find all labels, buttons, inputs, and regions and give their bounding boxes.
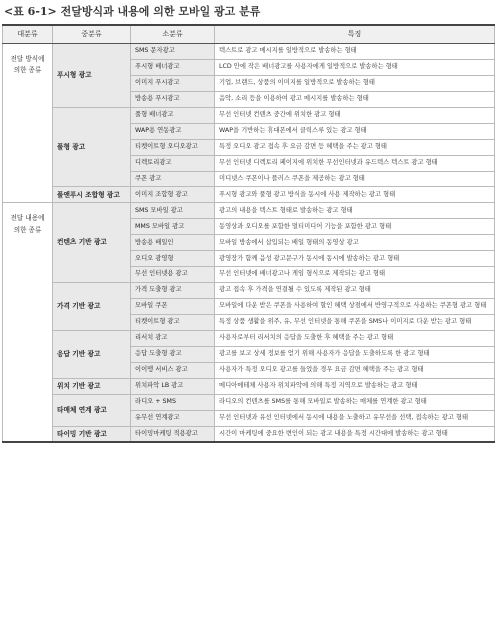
header-row (3, 25, 495, 44)
major-category-cell: 전달 방식에 의한 종류 (3, 44, 53, 203)
minor-category-cell: 이이맹 서비스 광고 (131, 362, 215, 378)
major-category-cell: 전달 내용에 의한 종류 (3, 203, 53, 443)
feature-description-cell: 광고 접속 후 가격을 연결될 수 있도록 제작된 광고 형태 (215, 283, 495, 299)
table-row (3, 203, 495, 219)
table-row (3, 426, 495, 442)
minor-category-cell: 푸시형 배너광고 (131, 59, 215, 75)
feature-description-cell: 모바일에 다운 받은 쿠폰을 사용하여 할인 혜택 상점에서 반영구적으로 사용하는 쿠폰형 광고 형태 (215, 299, 495, 315)
minor-category-cell: 티켓이트형 광고 (131, 314, 215, 330)
feature-description-cell: 라디오의 컨텐츠를 SMS를 통해 모바일로 발송하는 매체를 연계한 광고 형태 (215, 394, 495, 410)
minor-category-cell: 리서치 광고 (131, 330, 215, 346)
feature-description-cell: 메디아메테체 사용자 위치파악에 의해 특정 지역으로 발송하는 광고 형태 (215, 378, 495, 394)
table-caption: <표 6-1> 전달방식과 내용에 의한 모바일 광고 분류 (4, 5, 261, 18)
minor-category-cell: 유무선 연계광고 (131, 410, 215, 426)
feature-description-cell: 무선 인터넷에 배너광고나 게임 형식으로 제작되는 광고 형태 (215, 267, 495, 283)
minor-category-cell: 티켓이트형 오디오광고 (131, 139, 215, 155)
minor-category-cell: 오디오 광영형 (131, 251, 215, 267)
feature-description-cell: LCD 안에 작은 배너광고를 사용자에게 일방적으로 발송하는 형태 (215, 59, 495, 75)
minor-category-cell: 라디오 + SMS (131, 394, 215, 410)
feature-description-cell: 동영상과 오디오를 포함한 멀티미디어 기능을 포함한 광고 형태 (215, 219, 495, 235)
table-row (3, 378, 495, 394)
minor-category-cell: 풀형 배너광고 (131, 107, 215, 123)
feature-description-cell: WAP을 기반하는 휴대폰에서 클릭스루 있는 광고 형태 (215, 123, 495, 139)
mid-category-cell: 응답 기반 광고 (53, 330, 131, 378)
mid-category-cell: 푸시형 광고 (53, 44, 131, 108)
mid-category-cell: 가격 기반 광고 (53, 283, 131, 331)
mid-category-cell: 위치 기반 광고 (53, 378, 131, 394)
table-row (3, 283, 495, 299)
feature-description-cell: 텍스트로 광고 메시지를 일방적으로 발송하는 형태 (215, 44, 495, 60)
table-row (3, 44, 495, 60)
classification-table (2, 24, 495, 443)
minor-category-cell: 쿠폰 광고 (131, 171, 215, 187)
feature-description-cell: 모바일 방송에서 삽입되는 배일 형태의 동영상 광고 (215, 235, 495, 251)
minor-category-cell: 방송용 배일인 (131, 235, 215, 251)
feature-description-cell: 광영장가 함께 음성 광고문구가 동시에 동시에 발송하는 광고 형태 (215, 251, 495, 267)
minor-category-cell: 모바일 쿠폰 (131, 299, 215, 315)
mid-category-cell: 풀형 광고 (53, 107, 131, 187)
minor-category-cell: SMS 모바일 광고 (131, 203, 215, 219)
minor-category-cell: 디렉토리광고 (131, 155, 215, 171)
feature-description-cell: 무선 인터넷과 유선 인터넷에서 동시에 내용을 노출하고 유무선을 선택, 접속하는 광고 형태 (215, 410, 495, 426)
minor-category-cell: SMS 문자광고 (131, 44, 215, 60)
table-row (3, 394, 495, 410)
feature-description-cell: 사용자로부터 리서치의 응답을 도출한 후 혜택을 주는 광고 형태 (215, 330, 495, 346)
minor-category-cell: MMS 모바일 광고 (131, 219, 215, 235)
minor-category-cell: 타이밍마케팅 적용광고 (131, 426, 215, 442)
minor-category-cell: 이미지 푸시광고 (131, 75, 215, 91)
table-row (3, 330, 495, 346)
feature-description-cell: 무선 인터넷 디렉토리 페이지에 위치한 무선인터넷과 유드텍스 텍스트 광고 형태 (215, 155, 495, 171)
feature-description-cell: 푸시형 광고와 풀형 광고 방식을 동시에 사용 제작하는 광고 형태 (215, 187, 495, 203)
header-feature: 특징 (215, 25, 495, 44)
minor-category-cell: 가격 도출형 광고 (131, 283, 215, 299)
feature-description-cell: 미디넷스 쿠폰이나 플러스 쿠폰을 제공하는 광고 형태 (215, 171, 495, 187)
table-row (3, 107, 495, 123)
header-mid: 중분류 (53, 25, 131, 44)
feature-description-cell: 기업, 브랜드, 상품의 이미지를 일방적으로 발송하는 형태 (215, 75, 495, 91)
table-row (3, 187, 495, 203)
minor-category-cell: 위치파악 LB 광고 (131, 378, 215, 394)
minor-category-cell: 방송용 푸시광고 (131, 91, 215, 107)
mid-category-cell: 타이밍 기반 광고 (53, 426, 131, 442)
header-major: 대분류 (3, 25, 53, 44)
feature-description-cell: 광고를 보고 상세 정보를 얻기 위해 사용자가 응답을 도출하도록 한 광고 형태 (215, 346, 495, 362)
table-body (3, 44, 495, 443)
feature-description-cell: 사용자가 특정 오디오 광고를 들었을 경우 요금 감면 혜택을 주는 광고 형태 (215, 362, 495, 378)
minor-category-cell: 응답 도출형 광고 (131, 346, 215, 362)
mid-category-cell: 풀앤푸시 조합형 광고 (53, 187, 131, 203)
mid-category-cell: 컨텐츠 기반 광고 (53, 203, 131, 283)
minor-category-cell: 이미지 조합형 광고 (131, 187, 215, 203)
header-minor: 소분류 (131, 25, 215, 44)
feature-description-cell: 광고의 내용을 텍스트 형태로 발송하는 광고 형태 (215, 203, 495, 219)
mid-category-cell: 타매체 연계 광고 (53, 394, 131, 426)
feature-description-cell: 무선 인터넷 컨텐츠 중간에 위치한 광고 형태 (215, 107, 495, 123)
feature-description-cell: 시간이 마케팅에 중요한 변인이 되는 광고 내용을 특정 시간대에 발송하는 광고 형태 (215, 426, 495, 442)
minor-category-cell: WAP용 연동광고 (131, 123, 215, 139)
minor-category-cell: 무선 인터넷용 광고 (131, 267, 215, 283)
feature-description-cell: 특정 오디오 광고 접속 후 요금 감면 등 혜택을 주는 광고 형태 (215, 139, 495, 155)
feature-description-cell: 음악, 소리 등을 이용하여 광고 메시지를 발송하는 형태 (215, 91, 495, 107)
feature-description-cell: 특정 상품 생활을 위주, 유, 무선 인터넷을 통해 쿠폰을 SMS나 이미지로 다운 받는 광고 형태 (215, 314, 495, 330)
